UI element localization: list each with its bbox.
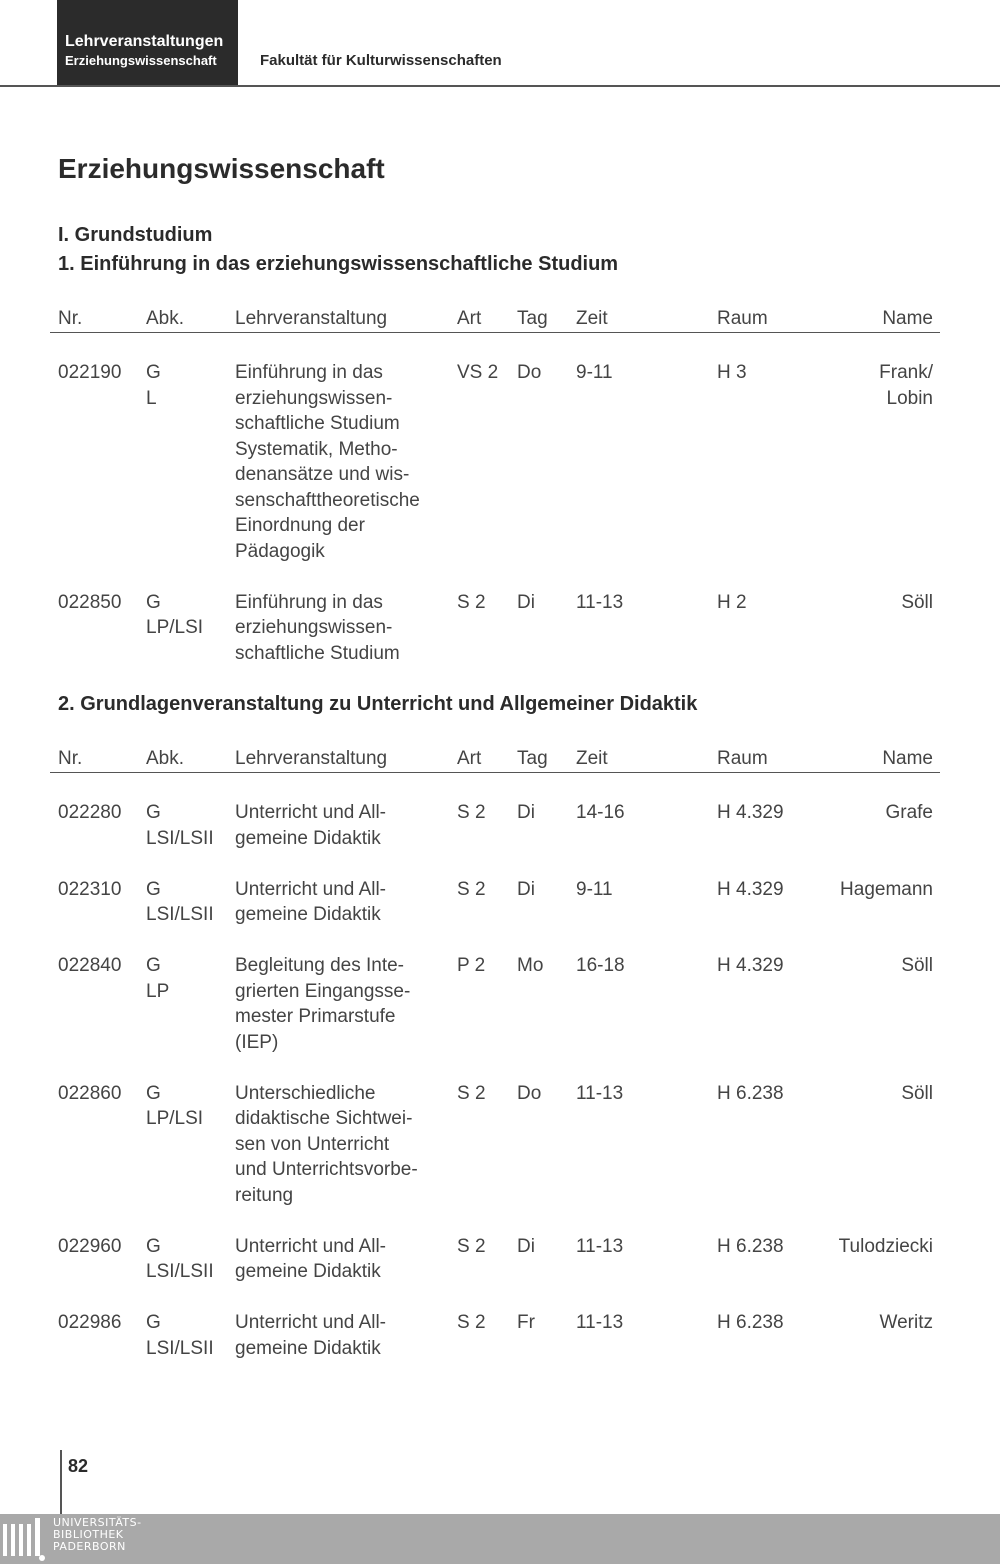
col-header-zeit: Zeit	[576, 748, 608, 769]
course-type: VS 2	[457, 362, 499, 383]
header-divider	[0, 85, 1000, 87]
course-type: S 2	[457, 1312, 486, 1333]
course-title	[235, 877, 386, 928]
course-title-line: sen von Unterricht	[235, 1133, 390, 1155]
course-title-line: Einordnung der	[235, 515, 365, 536]
course-type: S 2	[457, 1235, 486, 1257]
table-row	[50, 1081, 940, 1209]
course-title-line: Unterricht und All-	[235, 878, 387, 900]
course-lecturer-line: Tulodziecki	[838, 1235, 933, 1257]
course-time: 11-13	[576, 1082, 624, 1104]
course-title-line: schaftliche Studium	[235, 413, 400, 434]
course-table-2	[50, 746, 940, 1361]
course-title	[235, 800, 386, 851]
course-abbreviation-line: G	[146, 955, 161, 976]
course-title-line: gemeine Didaktik	[235, 827, 381, 849]
library-name	[53, 1517, 142, 1553]
course-abbreviation	[146, 1310, 214, 1361]
subsection-heading-1: 1. Einführung in das erziehungswissenschaftliche Studium	[58, 253, 619, 275]
course-title-line: Begleitung des Inte-	[235, 955, 405, 976]
table-row	[50, 1310, 940, 1361]
course-title	[235, 1310, 386, 1361]
col-header-name: Name	[882, 748, 933, 769]
course-abbreviation-line: LP/LSI	[146, 617, 204, 638]
course-room: H 4.329	[717, 955, 784, 976]
course-abbreviation	[146, 590, 203, 641]
course-lecturer-line: Hagemann	[840, 878, 933, 900]
course-lecturer-line: Weritz	[879, 1312, 933, 1333]
course-title	[235, 360, 420, 564]
table-row	[50, 590, 940, 667]
col-header-art: Art	[457, 748, 482, 769]
course-title-line: didaktische Sichtwei-	[235, 1108, 413, 1129]
table-row	[50, 800, 940, 851]
course-day: Do	[517, 362, 542, 383]
course-title-line: erziehungswissen-	[235, 387, 393, 409]
course-title-line: Pädagogik	[235, 540, 325, 562]
course-room: H 4.329	[717, 878, 784, 900]
course-title-line: grierten Eingangsse-	[235, 980, 411, 1002]
course-number: 022280	[58, 802, 122, 823]
col-header-nr: Nr.	[58, 748, 83, 769]
header-block-subtitle: Erziehungswissenschaft	[65, 53, 217, 68]
course-lecturer-line: Söll	[901, 1082, 933, 1104]
course-abbreviation-line: LSI/LSII	[146, 1261, 214, 1282]
course-abbreviation-line: LP/LSI	[146, 1108, 204, 1129]
course-abbreviation	[146, 1234, 214, 1285]
page-title: Erziehungswissenschaft	[58, 153, 385, 184]
course-abbreviation-line: G	[146, 802, 161, 823]
course-lecturer-line: Grafe	[885, 802, 933, 823]
course-room: H 4.329	[717, 802, 784, 823]
course-title-line: und Unterrichtsvorbe-	[235, 1159, 418, 1180]
col-header-name: Name	[882, 308, 933, 329]
course-abbreviation-line: G	[146, 1082, 161, 1104]
course-lecturer	[879, 360, 933, 411]
course-lecturer-line: Lobin	[886, 387, 933, 409]
course-abbreviation	[146, 877, 214, 928]
course-title-line: erziehungswissen-	[235, 617, 393, 638]
course-title	[235, 953, 410, 1055]
table-header	[50, 306, 940, 333]
course-type: P 2	[457, 955, 486, 976]
course-lecturer	[901, 953, 933, 979]
course-title-line: mester Primarstufe	[235, 1006, 396, 1027]
col-header-nr: Nr.	[58, 308, 83, 329]
course-lecturer-line: Frank/	[879, 362, 933, 383]
course-abbreviation-line: LP	[146, 980, 170, 1002]
course-number: 022850	[58, 591, 122, 613]
course-day: Di	[517, 878, 535, 900]
course-time: 9-11	[576, 878, 613, 900]
course-time: 11-13	[576, 1235, 624, 1257]
course-title-line: denansätze und wis-	[235, 464, 410, 485]
course-title-line: (IEP)	[235, 1031, 279, 1053]
course-abbreviation-line: G	[146, 1235, 161, 1257]
course-title-line: Unterschiedliche	[235, 1082, 376, 1104]
course-lecturer	[885, 800, 933, 826]
course-abbreviation-line: G	[146, 591, 161, 613]
subsection-heading-2: 2. Grundlagenveranstaltung zu Unterricht und Allgemeiner Didaktik	[58, 693, 698, 715]
course-lecturer	[880, 1310, 933, 1336]
course-abbreviation	[146, 360, 161, 411]
col-header-lehrveranstaltung: Lehrveranstaltung	[235, 308, 388, 329]
page-number-rule	[60, 1450, 62, 1516]
course-title-line: Unterricht und All-	[235, 1312, 387, 1333]
course-room: H 6.238	[717, 1312, 784, 1333]
course-abbreviation	[146, 800, 214, 851]
course-lecturer	[840, 877, 933, 903]
course-type: S 2	[457, 878, 486, 900]
course-title-line: gemeine Didaktik	[235, 1337, 381, 1359]
table-row	[50, 877, 940, 928]
course-day: Fr	[517, 1312, 535, 1333]
course-abbreviation-line: G	[146, 878, 161, 900]
course-lecturer	[901, 1081, 933, 1107]
course-type: S 2	[457, 591, 486, 613]
course-room: H 6.238	[717, 1082, 784, 1104]
course-day: Do	[517, 1082, 542, 1104]
library-name-line: UNIVERSITÄTS-	[53, 1516, 142, 1529]
course-lecturer-line: Söll	[901, 591, 933, 613]
faculty-name: Fakultät für Kulturwissenschaften	[260, 52, 502, 69]
course-abbreviation	[146, 1081, 203, 1132]
header-block-title: Lehrveranstaltungen	[65, 33, 224, 50]
course-title-line: gemeine Didaktik	[235, 904, 381, 925]
course-lecturer	[839, 1234, 933, 1260]
course-day: Di	[517, 1235, 535, 1257]
col-header-lehrveranstaltung: Lehrveranstaltung	[235, 748, 388, 769]
course-title-line: Einführung in das	[235, 362, 383, 383]
course-day: Di	[517, 591, 535, 613]
col-header-abk: Abk.	[146, 748, 185, 769]
library-footer	[0, 1514, 1000, 1564]
library-name-line: PADERBORN	[53, 1540, 126, 1553]
course-abbreviation-line: G	[146, 1312, 161, 1333]
course-time: 16-18	[576, 955, 625, 976]
course-number: 022860	[58, 1082, 122, 1104]
col-header-raum: Raum	[717, 308, 768, 329]
header-block	[57, 0, 238, 85]
course-title	[235, 1081, 418, 1209]
course-title-line: Einführung in das	[235, 591, 383, 613]
course-abbreviation-line: LSI/LSII	[146, 1337, 214, 1359]
course-abbreviation-line: LSI/LSII	[146, 827, 214, 849]
course-abbreviation-line: L	[146, 387, 157, 409]
course-time: 11-13	[576, 591, 624, 613]
course-abbreviation-line: G	[146, 362, 161, 383]
course-table-1	[50, 306, 940, 666]
section-heading: I. Grundstudium	[58, 224, 213, 246]
course-title	[235, 1234, 386, 1285]
course-number: 022310	[58, 878, 122, 900]
course-room: H 2	[717, 591, 747, 613]
course-type: S 2	[457, 1082, 486, 1104]
course-room: H 3	[717, 362, 747, 383]
col-header-tag: Tag	[517, 748, 548, 769]
course-title	[235, 590, 400, 667]
course-lecturer-line: Söll	[901, 955, 933, 976]
course-title-line: Unterricht und All-	[235, 1235, 387, 1257]
course-title-line: reitung	[235, 1184, 294, 1206]
course-number: 022986	[58, 1312, 122, 1333]
table-header	[50, 746, 940, 773]
course-title-line: Systematik, Metho-	[235, 438, 398, 460]
course-abbreviation	[146, 953, 169, 1004]
course-abbreviation-line: LSI/LSII	[146, 904, 214, 925]
col-header-art: Art	[457, 308, 482, 329]
course-time: 9-11	[576, 362, 613, 383]
col-header-tag: Tag	[517, 308, 548, 329]
course-number: 022840	[58, 955, 122, 976]
course-number: 022960	[58, 1235, 122, 1257]
course-day: Di	[517, 802, 535, 823]
col-header-zeit: Zeit	[576, 308, 608, 329]
course-room: H 6.238	[717, 1235, 784, 1257]
course-title-line: Unterricht und All-	[235, 802, 387, 823]
table-body	[50, 800, 940, 1361]
page-number: 82	[68, 1456, 89, 1476]
table-body	[50, 360, 940, 666]
library-logo-icon	[2, 1518, 48, 1562]
col-header-raum: Raum	[717, 748, 768, 769]
table-row	[50, 360, 940, 564]
col-header-abk: Abk.	[146, 308, 185, 329]
course-time: 14-16	[576, 802, 625, 823]
library-name-line: BIBLIOTHEK	[53, 1528, 124, 1541]
course-number: 022190	[58, 362, 122, 383]
course-type: S 2	[457, 802, 486, 823]
course-time: 11-13	[576, 1312, 624, 1333]
course-day: Mo	[517, 955, 544, 976]
course-lecturer	[901, 590, 933, 616]
course-title-line: senschafttheoretische	[235, 489, 420, 511]
table-row	[50, 953, 940, 1055]
course-title-line: gemeine Didaktik	[235, 1261, 381, 1282]
course-title-line: schaftliche Studium	[235, 642, 400, 664]
table-row	[50, 1234, 940, 1285]
